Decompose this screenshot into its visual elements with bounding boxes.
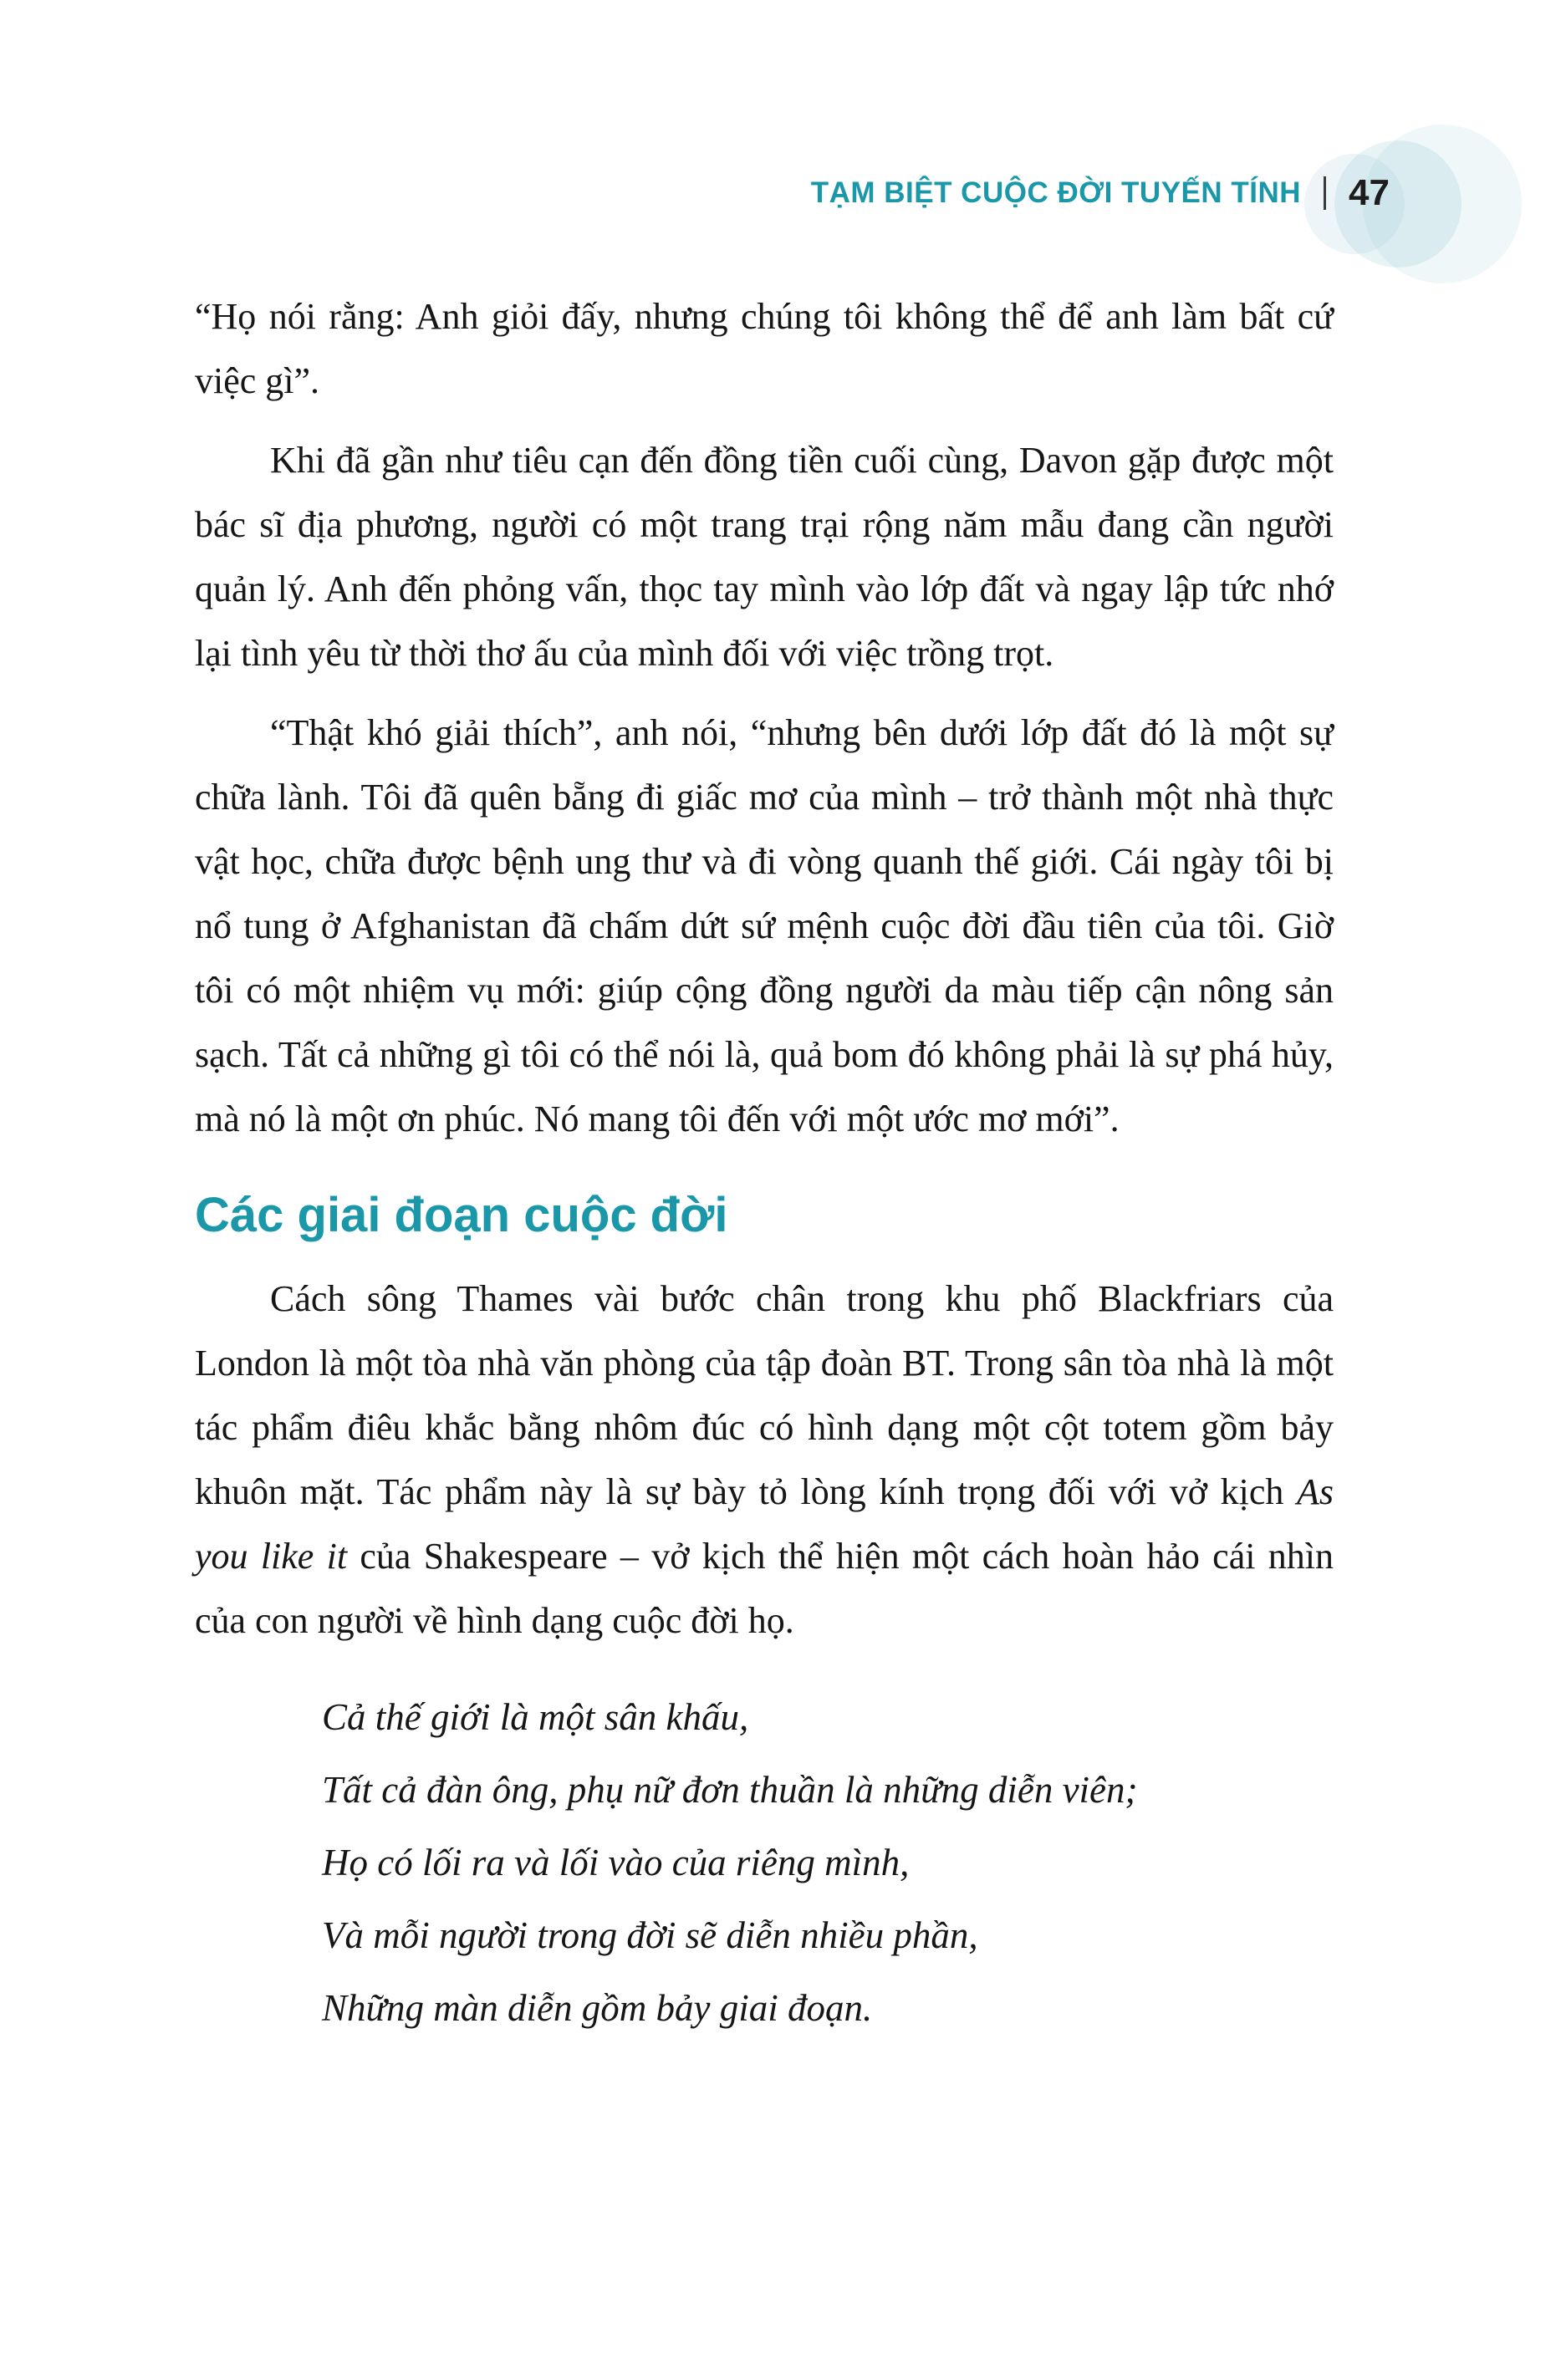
play-title-italic: As you like it <box>195 1471 1334 1577</box>
paragraph-healing-quote: “Thật khó giải thích”, anh nói, “nhưng bên dưới lớp đất đó là một sự chữa lành. Tôi đã quên bẵng đi giấc mơ của mình – trở thành một nhà thực vật học, chữa được bệnh ung thư và đi vòng quanh thế giới. Cái ngày tôi bị nổ tung ở Afghanistan đã chấm dứt sứ mệnh cuộc đời đầu tiên của tôi. Giờ tôi có một nhiệm vụ mới: giúp cộng đồng người da màu tiếp cận nông sản sạch. Tất cả những gì tôi có thể nói là, quả bom đó không phải là sự phá hủy, mà nó là một ơn phúc. Nó mang tôi đến với một ước mơ mới”. <box>195 712 1334 1139</box>
poem-line: Những màn diễn gồm bảy giai đoạn. <box>322 1987 873 2029</box>
page-number: 47 <box>1349 172 1390 213</box>
paragraph-text-after: của Shakespeare – vở kịch thể hiện một cách hoàn hảo cái nhìn của con người về hình dạng cuộc đời họ. <box>195 1536 1334 1641</box>
paragraph-davon-farm: Khi đã gần như tiêu cạn đến đồng tiền cuối cùng, Davon gặp được một bác sĩ địa phương, người có một trang trại rộng năm mẫu đang cần người quản lý. Anh đến phỏng vấn, thọc tay mình vào lớp đất và ngay lập tức nhớ lại tình yêu từ thời thơ ấu của mình đối với việc trồng trọt. <box>195 440 1334 674</box>
poem-line: Họ có lối ra và lối vào của riêng mình, <box>322 1842 910 1883</box>
section-heading: Các giai đoạn cuộc đời <box>195 1188 728 1242</box>
running-head <box>811 172 1390 214</box>
paragraph-blackfriars <box>195 1266 1334 1653</box>
poem-quote <box>195 1681 1334 2045</box>
header-separator-bar <box>1324 176 1326 210</box>
poem-line: Tất cả đàn ông, phụ nữ đơn thuần là những diễn viên; <box>322 1769 1138 1811</box>
page-content <box>195 284 1334 2045</box>
poem-line: Và mỗi người trong đời sẽ diễn nhiều phần, <box>322 1914 978 1956</box>
paragraph-quote-continuation: “Họ nói rằng: Anh giỏi đấy, nhưng chúng tôi không thể để anh làm bất cứ việc gì”. <box>195 296 1334 401</box>
poem-line: Cả thế giới là một sân khấu, <box>322 1696 749 1738</box>
paragraph-text-before: Cách sông Thames vài bước chân trong khu phố Blackfriars của London là một tòa nhà văn phòng của tập đoàn BT. Trong sân tòa nhà là một tác phẩm điêu khắc bằng nhôm đúc có hình dạng một cột totem gồm bảy khuôn mặt. Tác phẩm này là sự bày tỏ lòng kính trọng đối với vở kịch <box>195 1278 1334 1512</box>
chapter-title: TẠM BIỆT CUỘC ĐỜI TUYẾN TÍNH <box>810 176 1302 209</box>
